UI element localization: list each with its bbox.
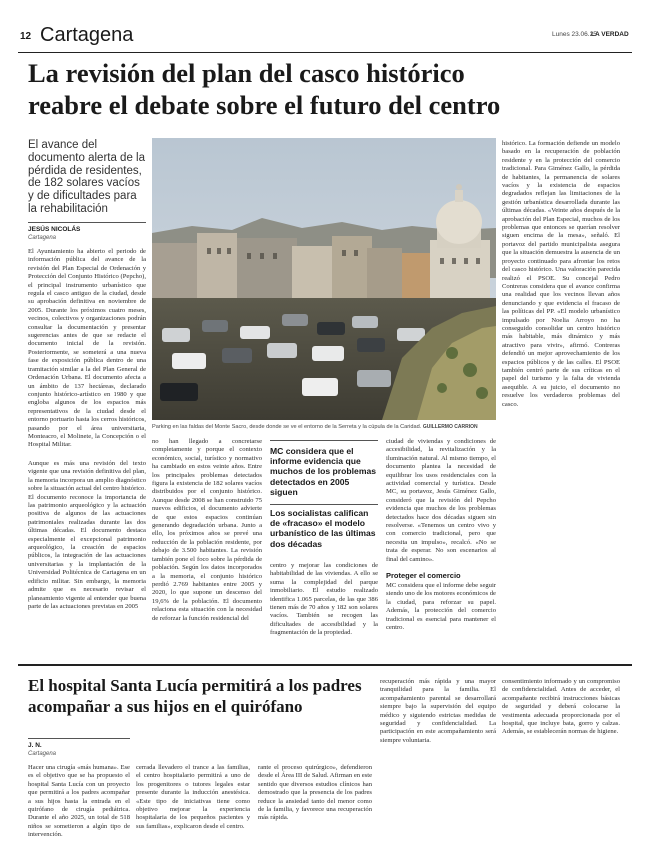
header-rule xyxy=(18,52,632,53)
pullquote-1-rule xyxy=(270,440,378,441)
headline-line-1: La revisión del plan del casco histórico xyxy=(28,58,465,88)
article-1-column-1: El Ayuntamiento ha abierto el periodo de información pública del avance de la revisión del Plan Especial de Ordenación y Protección del Conjunto Histórico (Pepcho), el principal instrumento urbanístico que regula el casco antiguo de la ciudad, desde su aprobación definitiva en noviembre de 2005. Durante los próximos cuatro meses, vecinos, colectivos y organizaciones podrán consultar la documentación y presentar sugerencias antes de que se redacte el documento inicial de la revisión. Posteriormente, se someterá a una nueva fase de exposición pública dentro de una tramitación similar a la del Plan General de Ordenación Urbana. El documento afecta a un ámbito de 137 hectáreas, declarado conjunto histórico-artístico en 1980 y que engloba algunos de los espacios más representativos de la ciudad desde el entorno portuario hasta los cerros históricos, pasando por el área universitaria, Monteacro, el Molinete, la Concepción o el Hospital Militar. xyxy=(28,248,146,449)
lead-paragraph: El avance del documento alerta de la pérdida de residentes, de 182 solares vacíos y de dificultades para la rehabilitación xyxy=(28,139,145,215)
pullquote-1: MC considera que el informe evidencia que muchos de los problemas detectados en 2005 siguen xyxy=(270,446,377,497)
article-1-column-3: no han llegado a concretarse completamente y porque el contexto económico, social, turístico y normativo ha cambiado en estos veinte años. Entre los principales problemas detectados figura la existencia de 182 solares vacíos distribuidos por el conjunto histórico. Aunque desde 2008 se han construido 75 nuevos edificios, el documento advierte de que estos espacios continúan generando degradación urbana. Junto a ello, los próximos años se prevé una reducción de la población residente, por debajo de 3.500 habitantes. La revisión también pone el foco sobre la pérdida de población. Según los datos incorporados a la memoria, el conjunto histórico perdió 2.769 habitantes entre 2005 y 2020, lo que supone un descenso del 19,6% de la población. El documento relaciona esta situación con la necesidad de reforzar la función residencial del xyxy=(152,438,262,622)
section-title: Cartagena xyxy=(40,24,134,46)
newspaper-name: LA VERDAD xyxy=(591,31,629,38)
page-number: 12 xyxy=(20,31,32,42)
article-2-byline: J. N. xyxy=(28,742,42,749)
article-2-rule xyxy=(18,664,632,666)
article-2-column-5: consentimiento informado y un compromiso de confidencialidad. Antes de acceder, el acompañante recibirá instrucciones básicas de seguridad y deberá colocarse la vestimenta adecuada proporcionada por el hospital, que incluye bata, gorro y calzas. Además, se establecerán normas de higiene. xyxy=(502,678,620,736)
article-1-column-4: centro y mejorar las condiciones de habitabilidad de las viviendas. A ello se suma la complejidad del parque inmobiliario. El estudio realizado identifica 1.065 parcelas, de las que 386 tienen más de 70 años y 182 son solares vacíos. También se recogen las dificultades de accesibilidad y la fragmentación de la propiedad. xyxy=(270,562,378,637)
article-1-column-2: Aunque es más una revisión del texto vigente que una revisión definitiva del plan, la memoria incorpora un amplio diagnóstico sobre la situación actual del centro histórico. El documento reconoce la importancia de las patrimonio arqueológico y la actuación positiva de algunos de las actuaciones patrimoniales realizadas durante las dos últimas décadas. El documento destaca especialmente el excepcional patrimonio arqueológico, la creación de espacios públicos, la integración de las actuaciones universitarias y la implantación de la Universidad Politécnica de Cartagena en un edificio militar. Sin embargo, la memoria admite que es necesario revisar el planeamiento vigente al entender que buena parte de las actuaciones previstas en 2005 xyxy=(28,460,146,610)
pullquote-2: Los socialistas califican de «fracaso» el modelo urbanístico de las últimas dos décadas xyxy=(270,508,376,549)
photo-caption-text: Parking en las faldas del Monte Sacro, desde donde se ve el entorno de la Serreta y la cúpula de la Caridad. xyxy=(152,424,422,430)
article-2-column-4: recuperación más rápida y una mayor tranquilidad para la familia. El acompañamiento parental se desarrollará siempre bajo la supervisión del equipo médico y siguiendo estrictas medidas de seguridad y confidencialidad. La participación en este acompañamiento será siempre voluntaria. xyxy=(380,678,496,744)
article-2-headline-line-2: acompañar a sus hijos en el quirófano xyxy=(28,697,303,716)
article-1-column-5: ciudad de viviendas y condiciones de accesibilidad, la revitalización y la iluminación natural. Al mismo tiempo, el documento plantea la necesidad de equilibrar los usos residenciales con la actividad comercial y turística. Desde MC, su portavoz, Jesús Giménez Gallo, consideró que la revisión del Pepcho evidencia que muchos de los problemas detectados hace dos décadas siguen sin resolverse. «Tenemos un centro vivo y con comercio tradicional, pero que necesita un impulso», recalcó. «No se trata de esperar. No son escenarios al final del camino». xyxy=(386,438,496,563)
article-1-column-5b: MC considera que el informe debe seguir siendo uno de los motores económicos de la ciudad, para reforzar su papel. Además, la protección del comercio tradicional es esencial para mantener el centro. xyxy=(386,582,496,632)
article-2-column-1: Hacer una cirugía «más humana». Ese es el objetivo que se ha propuesto el hospital Santa Lucía con un proyecto que permitirá a los padres acompañar a sus hijos hasta la entrada en el quirófano de cirugía pediátrica. Durante el año 2025, un total de 518 niños se sometieron a algún tipo de intervención. xyxy=(28,764,130,839)
photo-credit: GUILLERMO CARRIÓN xyxy=(422,424,478,430)
article-2-byline-rule xyxy=(28,738,130,739)
dateline: Cartagena xyxy=(28,235,57,241)
headline-line-2: reabre el debate sobre el futuro del centro xyxy=(28,90,501,120)
article-2-headline-line-1: El hospital Santa Lucía permitirá a los padres xyxy=(28,676,362,695)
photo-caption xyxy=(152,424,496,430)
article-2-dateline: Cartagena xyxy=(28,751,57,757)
issue-date: Lunes 23.06.25 xyxy=(552,31,597,38)
article-2-column-2: cerrada llevadero el trance a las familias, el centro hospitalario permitirá a uno de los progenitores o tutores legales estar presente durante la inducción anestésica. «Este tipo de iniciativas tiene como objetivo mejorar la experiencia hospitalaria de los pequeños pacientes y sus familias», explicaron desde el centro. xyxy=(136,764,250,830)
byline: JESÚS NICOLÁS xyxy=(28,226,81,233)
article-2-column-3: rante el proceso quirúrgico», defendieron desde el Área III de Salud. Afirman en este sentido que diversos estudios clínicos han demostrado que la presencia de los padres reduce la ansiedad tanto del menor como de la familia, y favorece una recuperación más rápida. xyxy=(258,764,372,822)
pullquote-2-rule xyxy=(270,504,378,505)
byline-rule xyxy=(28,222,146,223)
article-1-column-6: histórico. La formación defiende un modelo basado en la recuperación de población residente y en la protección del comercio tradicional. Para Giménez Gallo, la pérdida de habitantes, la permanencia de solares vacíos y la existencia de espacios degradados reflejan las limitaciones de la gestión urbanística desarrollada durante las últimas décadas. «Veinte años después de la aprobación del Plan Especial, muchos de los problemas que entonces se querían resolver siguen encima de la mesa», señaló. El portavoz del partido municipalista asegura que la situación demuestra la ausencia de un proyecto continuado para afrontar los retos del casco histórico. Una valoración parecida realizó el PSOE. Su concejal Pedro Contreras considera que el avance confirma una realidad que los vecinos llevan años denunciando y que evidencia el fracaso de las políticas del PP. «El modelo urbanístico impulsado por Noelia Arroyo no ha conseguido consolidar un centro histórico más habitable, más dinámico y más atractivo para vivir», afirmó. Contreras defendió un mejor aprovechamiento de los espacios públicos y de las calles. El PSOE también centró parte de sus críticas en el papel del turismo y la falta de vivienda asequible. A su juicio, el documento no resuelve los verdaderos problemas del casco. xyxy=(502,140,620,408)
news-photo xyxy=(152,138,496,420)
subhead-proteger: Proteger el comercio xyxy=(386,571,461,580)
